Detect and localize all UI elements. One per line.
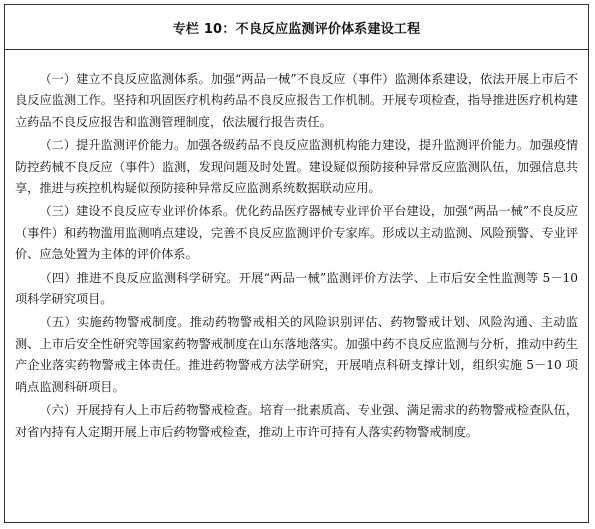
paragraph-lead: （四）推进不良反应监测科学研究。 bbox=[39, 270, 239, 285]
paragraph-lead: （五）实施药物警戒制度。 bbox=[39, 315, 190, 330]
column-title: 专栏 10：不良反应监测评价体系建设工程 bbox=[172, 21, 421, 37]
paragraph-text: 推动药物警戒相关的风险识别评估、药物警戒计划、风险沟通、主动监测、上市后安全性研究等国家药物警戒制度在山东落地落实。加强中药不良反应监测与分析，推动中药生产企业落实药物警戒主体责任。推进药物警戒方法学研究，开展哨点科研支撑计划，组织实施 5－10 项哨点监测科研项目。 bbox=[15, 315, 578, 394]
paragraph-lead: （六）开展持有人上市后药物警戒检查。 bbox=[39, 403, 260, 418]
paragraph-1 bbox=[15, 69, 578, 133]
column-header bbox=[5, 5, 588, 50]
paragraph-lead: （二）提升监测评价能力。 bbox=[39, 138, 187, 153]
paragraph-lead: （一）建立不良反应监测体系。 bbox=[39, 72, 211, 86]
paragraph-2 bbox=[15, 135, 578, 199]
paragraph-text: 加强各级药品不良反应监测机构能力建设，提升监测评价能力。加强疫情防控药械不良反应（事件）监测，发现问题及时处置。建设疑似预防接种异常反应监测队伍，加强信息共享，推进与疾控机构疑似预防接种异常反应监测系统数据联动应用。 bbox=[15, 138, 579, 196]
paragraph-text: 开展“两品一械”监测评价方法学、上市后安全性监测等 5－10 项科学研究项目。 bbox=[15, 270, 578, 307]
paragraph-6 bbox=[15, 400, 578, 443]
paragraph-3 bbox=[15, 201, 578, 265]
paragraph-text: 优化药品医疗器械专业评价平台建设，加强“两品一械”不良反应（事件）和药物滥用监测哨点建设，完善不良反应监测评价专家库。形成以主动监测、风险预警、专业评价、应急处置为主体的评价体系。 bbox=[15, 204, 579, 262]
paragraph-5 bbox=[15, 312, 578, 398]
paragraph-text: 加强“两品一械”不良反应（事件）监测体系建设，依法开展上市后不良反应监测工作。坚持和巩固医疗机构药品不良反应报告工作机制。开展专项检查，指导推进医疗机构建立药品不良反应报告和监测管理制度，依法履行报告责任。 bbox=[15, 72, 579, 129]
paragraph-4 bbox=[15, 268, 578, 311]
column-body bbox=[5, 50, 588, 443]
paragraph-text: 培育一批素质高、专业强、满足需求的药物警戒检查队伍，对省内持有人定期开展上市后药物警戒检查，推动上市许可持有人落实药物警戒制度。 bbox=[15, 403, 579, 439]
column-box bbox=[4, 4, 589, 523]
paragraph-lead: （三）建设不良反应专业评价体系。 bbox=[39, 204, 236, 219]
